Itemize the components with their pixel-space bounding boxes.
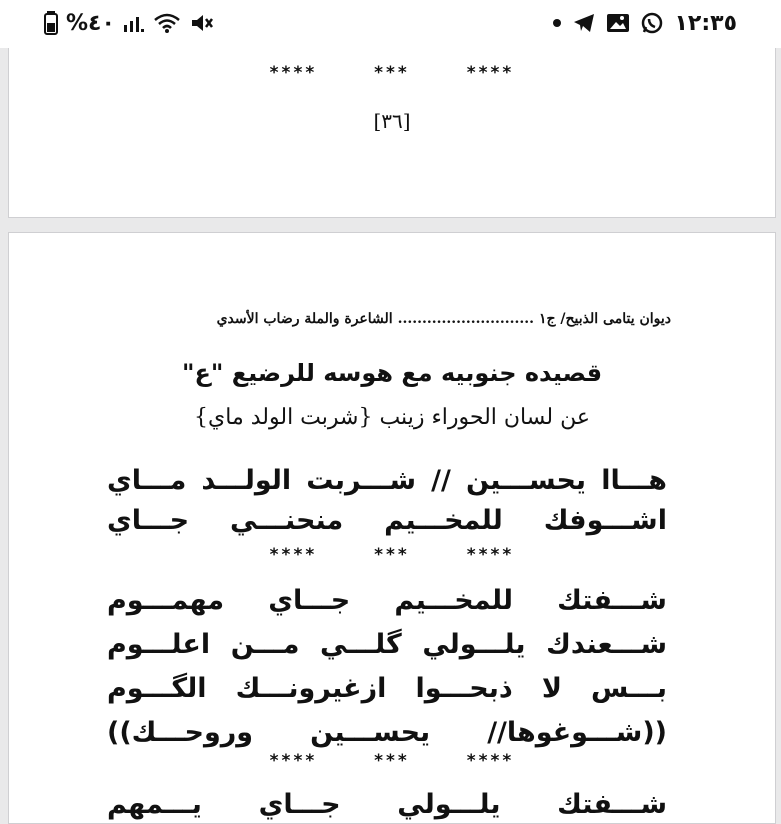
battery-percent: %٤٠ <box>66 10 115 36</box>
verse-line: ((شـــوغوها// يحســـين وروحـــك)) <box>107 717 667 748</box>
wifi-icon <box>153 10 181 36</box>
header-dots: ............................ <box>397 311 535 327</box>
stars-separator: **** *** **** <box>269 545 515 565</box>
verse-line: شـــعندك يلـــولي گلـــي مـــن اعلـــوم <box>107 629 667 660</box>
header-author: الشاعرة والملة رضاب الأسدي <box>216 311 393 327</box>
page-number: [٣٦] <box>373 109 411 133</box>
signal-icon <box>123 10 145 36</box>
whatsapp-icon <box>640 10 664 36</box>
stars-separator: **** *** **** <box>269 63 515 83</box>
mute-icon <box>189 10 213 36</box>
verse-line: بـــس لا ذبحـــوا ازغيرونـــك الگـــوم <box>107 673 667 704</box>
current-page <box>8 232 776 824</box>
status-left-group <box>44 10 213 36</box>
poem-subtitle: عن لسان الحوراء زينب {شربت الولد ماي} <box>194 405 590 430</box>
gallery-icon <box>606 10 630 36</box>
verse-line: هـــاا يحســـين // شـــربت الولـــد مـــاي <box>107 465 667 496</box>
running-header <box>127 311 671 327</box>
telegram-icon <box>572 10 596 36</box>
clock: ١٢:٣٥ <box>674 10 737 36</box>
verse-line-partial: شـــفتك يلـــولي جـــاي يـــمهم <box>107 789 667 820</box>
battery-icon <box>44 10 58 36</box>
status-bar <box>0 0 781 48</box>
verse-line: شـــفتك للمخـــيم جـــاي مهمـــوم <box>107 585 667 616</box>
dot-icon <box>552 10 562 36</box>
poem-title: قصيده جنوبيه مع هوسه للرضيع "ع" <box>181 359 603 387</box>
header-book-title: ديوان يتامى الذبيح/ ج١ <box>538 311 671 327</box>
status-right-group <box>552 10 737 36</box>
stars-separator: **** *** **** <box>269 751 515 771</box>
verse-line: اشـــوفك للمخـــيم منحنـــي جـــاي <box>107 505 667 536</box>
